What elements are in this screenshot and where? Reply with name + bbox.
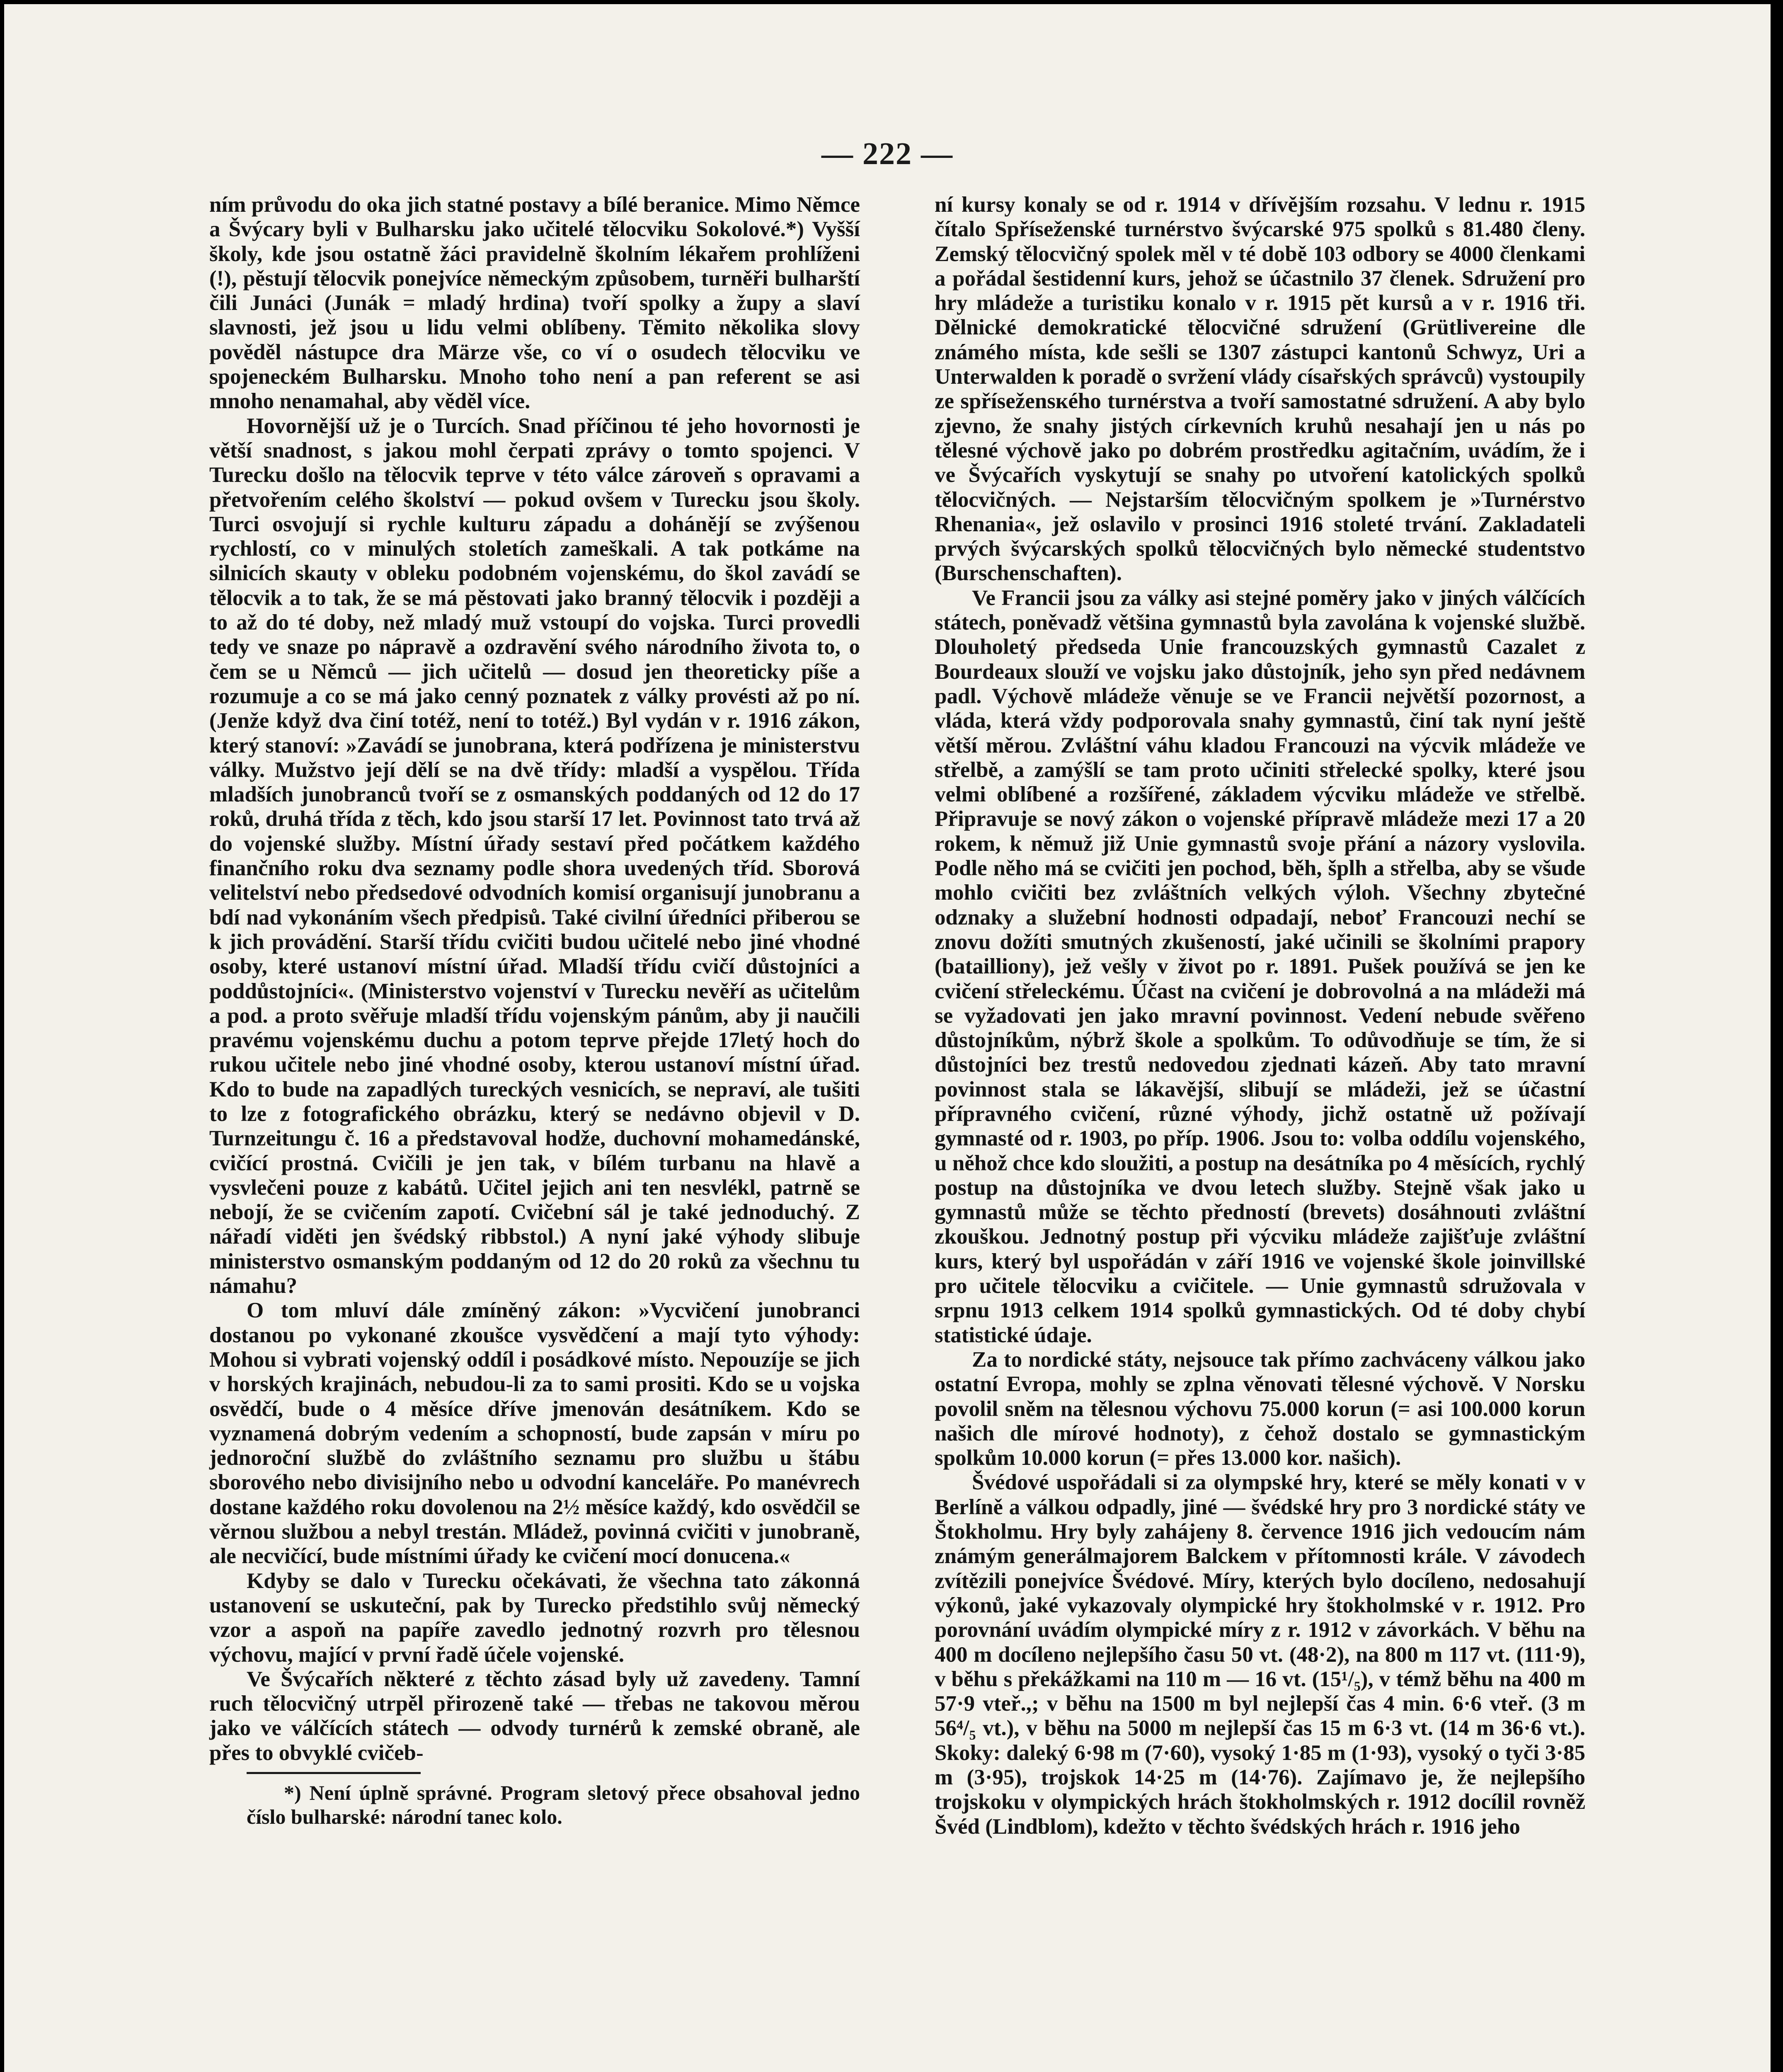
paragraph: Za to nordické státy, nejsouce tak přímo zachváceny válkou jako ostatní Evropa, mohly se zplna věnovati tělesné výchově. V Norsku povolil sněm na tělesnou výchovu 75.000 korun (= asi 100.000 korun našich dle mírové hodnoty), z čehož dostalo se gymnastickým spolkům 10.000 korun (= přes 13.000 kor. našich). xyxy=(935,1347,1585,1470)
paragraph: O tom mluví dále zmíněný zákon: »Vycvičení junobranci dostanou po vykonané zkoušce vysvědčení a mají tyto výhody: Mohou si vybrati vojenský oddíl i posádkové místo. Nepouzíje se jich v horských krajinách, nebudou-li za to sami prositi. Kdo se u vojska osvědčí, bude o 4 měsíce dříve jmenován desátníkem. Kdo se vyznamená dobrým vedením a schopností, bude zapsán v míru po jednoroční službě do zvláštního seznamu pro službu u štábu sborového nebo divisijního nebo u odvodní kanceláře. Po manévrech dostane každého roku dovolenou na 2½ měsíce každý, kdo osvědčil se věrnou službou a nebyl trestán. Mládež, povinná cvičiti v junobraně, ale necvičící, bude místními úřady ke cvičení mocí donucena.« xyxy=(209,1298,860,1569)
footnote-divider xyxy=(247,1772,421,1774)
paragraph: Ve Francii jsou za války asi stejné poměry jako v jiných válčících státech, poněvadž většina gymnastů byla zavolána k vojenské službě. Dlouholetý předseda Unie francouzských gymnastů Cazalet z Bourdeaux slouží ve vojsku jako důstojník, jeho syn před nedávnem padl. Výchově mládeže věnuje se ve Francii největší pozornost, a vláda, která vždy podporovala snahy gymnastů, činí tak nyní ještě větší měrou. Zvláštní váhu kladou Francouzi na výcvik mládeže ve střelbě, a zamýšlí se tam proto učiniti střelecké spolky, které jsou velmi oblíbené a rozšířené, základem výcviku mládeže ve střelbě. Připravuje se nový zákon o vojenské přípravě mládeže mezi 17 a 20 rokem, k němuž již Unie gymnastů svoje přání a názory vyslovila. Podle něho má se cvičiti jen pochod, běh, šplh a střelba, aby se všude mohlo cvičiti bez zvláštních velkých výloh. Všechny zbytečné odznaky a služební hodnosti odpadají, neboť Francouzi nechí se znovu dožíti smutných zkušeností, jaké učinili se školními prapory (batailliony), jež vešly v život po r. 1891. Pušek používá se jen ke cvičení střeleckému. Účast na cvičení je dobrovolná a na mládeži má se vyžadovati jen jako mravní povinnost. Vedení nebude svěřeno důstojníkům, nýbrž škole a spolkům. To odůvodňuje se tím, že si důstojníci bez trestů nedovedou zjednati kázeň. Aby tato mravní povinnost stala se lákavější, slibují se mládeži, jež se účastní přípravného cvičení, různé výhody, jichž ostatně už požívají gymnasté od r. 1903, po příp. 1906. Jsou to: volba oddílu vojenského, u něhož chce kdo sloužiti, a postup na desátníka po 4 měsících, rychlý postup na důstojníka ve dvou letech služby. Stejně však jako u gymnastů může se těchto předností (brevets) dosáhnouti zvláštní zkouškou. Jednotný postup při výcviku mládeže zajišťuje zvláštní kurs, který byl uspořádán v září 1916 ve vojenské škole joinvillské pro učitele tělocviku a cvičitele. — Unie gymnastů sdružovala v srpnu 1913 celkem 1914 spolků gymnastických. Od té doby chybí statistické údaje. xyxy=(935,586,1585,1347)
paragraph: ním průvodu do oka jich statné postavy a bílé beranice. Mimo Němce a Švýcary byli v Bulharsku jako učitelé tělocviku Sokolové.*) Vyšší školy, kde jsou ostatně žáci pravidelně školním lékařem prohlíženi (!), pěstují tělocvik ponejvíce německým způsobem, turněři bulharští čili Junáci (Junák = mladý hrdina) tvoří spolky a župy a slaví slavnosti, jež jsou u lidu velmi oblíbeny. Těmito několika slovy pověděl nástupce dra Märze vše, co ví o osudech tělocviku ve spojeneckém Bulharsku. Mnoho toho není a pan referent se asi mnoho nenamahal, aby věděl více. xyxy=(209,193,860,414)
paragraph: ní kursy konaly se od r. 1914 v dřívějším rozsahu. V lednu r. 1915 čítalo Spříseženské turnérstvo švýcarské 975 spolků s 81.480 členy. Zemský tělocvičný spolek měl v té době 103 odbory se 4000 členkami a pořádal šestidenní kurs, jehož se účastnilo 37 členek. Sdružení pro hry mládeže a turistiku konalo v r. 1915 pět kursů a v r. 1916 tři. Dělnické demokratické tělocvičné sdružení (Grütlivereine dle známého místa, kde sešli se 1307 zástupci kantonů Schwyz, Uri a Unterwalden k poradě o svržení vlády císařských správců) vystoupily ze spřísežensкého turnérstva a tvoří samostatné sdružení. A aby bylo zjevno, že snahy jistých církevních kruhů nesahají jen u nás po tělesné výchově jako po dobrém prostředku agitačním, uvádím, že i ve Švýcařích vyskytují se snahy po utvoření katolických spolků tělocvičných. — Nejstarším tělocvičným spolkem je »Turnérstvo Rhenania«, jež oslavilo v prosinci 1916 stoleté trvání. Zakladateli prvých švýcarských spolků tělocvičných bylo německé studentstvo (Burschenschaften). xyxy=(935,193,1585,586)
page-number: — 222 — xyxy=(821,136,953,171)
footnote: *) Není úplně správné. Program sletový přece obsahoval jedno číslo bulharské: národní tanec kolo. xyxy=(247,1781,860,1828)
page xyxy=(4,4,1771,2072)
left-column xyxy=(209,193,860,1829)
right-column xyxy=(935,193,1585,1839)
paragraph: Švédové uspořádali si za olympské hry, které se měly konati v v Berlíně a válkou odpadly, jiné — švédské hry pro 3 nordické státy ve Štokholmu. Hry byly zahájeny 8. července 1916 jich vedoucím nám známým generálmajorem Balckem v přítomnosti krále. V závodech zvítězili ponejvíce Švédové. Míry, kterých bylo docíleno, nedosahují výkonů, jaké vykazovaly olympické hry štokholmské v r. 1912. Pro porovnání uvádím olympické míry z r. 1912 v závorkách. V běhu na 400 m docíleno nejlepšího času 50 vt. (48·2), na 800 m 117 vt. (111·9), v běhu s překážkami na 110 m — 16 vt. (15¹/₅), v témž běhu na 400 m 57·9 vteř.,; v běhu na 1500 m byl nejlepší čas 4 min. 6·6 vteř. (3 m 56⁴/₅ vt.), v běhu na 5000 m nejlepší čas 15 m 6·3 vt. (14 m 36·6 vt.). Skoky: daleký 6·98 m (7·60), vysoký 1·85 m (1·93), vysoký o tyči 3·85 m (3·95), trojskok 14·25 m (14·76). Zajímavo je, že nejlepšího trojskoku v olympických hrách štokholmských r. 1912 docílil rovněž Švéd (Lindblom), kdežto v těchto švédských hrách r. 1916 jeho xyxy=(935,1470,1585,1839)
paragraph: Ve Švýcařích některé z těchto zásad byly už zavedeny. Tamní ruch tělocvičný utrpěl přirozeně také — třebas ne takovou měrou jako ve válčících státech — odvody turnérů k zemské obraně, ale přes to obvyklé cvičeb- xyxy=(209,1667,860,1765)
paragraph: Hovornější už je o Turcích. Snad příčinou té jeho hovornosti je větší snadnost, s jakou mohl čerpati zprávy o tomto spojenci. V Turecku došlo na tělocvik teprve v této válce zároveň s opravami a přetvořením celého školství — pokud ovšem v Turecku jsou školy. Turci osvojují si rychle kulturu západu a dohánějí se zvýšenou rychlostí, co v minulých stoletích zameškali. A tak potkáme na silnicích skauty v obleku podobném vojenskému, do škol zavádí se tělocvik a to tak, že se má pěstovati jako branný tělocvik i později a to až do té doby, než mladý muž vstoupí do vojska. Turci provedli tedy ve snaze po nápravě a ozdravění svého národního života to, o čem se u Němců — jich učitelů — dosud jen theoreticky píše a rozumuje a co se má jako cenný poznatek z války provésti až po ní. (Jenže když dva činí totéž, není to totéž.) Byl vydán v r. 1916 zákon, který stanoví: »Zavádí se junobrana, která podřízena je ministerstvu války. Mužstvo její dělí se na dvě třídy: mladší a vyspělou. Třída mladších junobranců tvoří se z osmanských poddaných od 12 do 17 roků, druhá třída z těch, kdo jsou starší 17 let. Povinnost tato trvá až do vojenské služby. Místní úřady sestaví před počátkem každého finančního roku dva seznamy podle shora uvedených tříd. Sborová velitelství nebo předsedové odvodních komisí organisují junobranu a bdí nad vykonáním všech předpisů. Také civilní úředníci přiberou se k jich provádění. Starší třídu cvičiti budou učitelé nebo jiné vhodné osoby, které ustanoví místní úřad. Mladší třídu cvičí důstojníci a poddůstojníci«. (Ministerstvo vojenství v Turecku nevěří as učitelům a pod. a proto svěřuje mladší třídu vojenským pánům, aby ji naučili pravému vojenskému duchu a potom teprve přejde 17letý hoch do rukou učitele nebo jiné vhodné osoby, kterou ustanoví místní úřad. Kdo to bude na zapadlých tureckých vesnicích, se nepraví, ale tušiti to lze z fotografického obrázku, který se nedávno objevil v D. Turnzeitungu č. 16 a představoval hodže, duchovní mohamedánské, cvičící prostná. Cvičili je jen tak, v bílém turbanu na hlavě a vysvlečeni pouze z kabátů. Učitel jejich ani ten nesvlékl, patrně se nebojí, že se cvičením zapotí. Cvičební sál je také jednoduchý. Z nářadí viděti jen švédský ribbstol.) A nyní jaké výhody slibuje ministerstvo osmanským poddaným od 12 do 20 roků za všechnu tu námahu? xyxy=(209,414,860,1298)
paragraph: Kdyby se dalo v Turecku očekávati, že všechna tato zákonná ustanovení se uskuteční, pak by Turecko předstihlo svůj německý vzor a aspoň na papíře zavedlo jednotný rozvrh pro tělesnou výchovu, mající v první řadě účele vojenské. xyxy=(209,1569,860,1667)
